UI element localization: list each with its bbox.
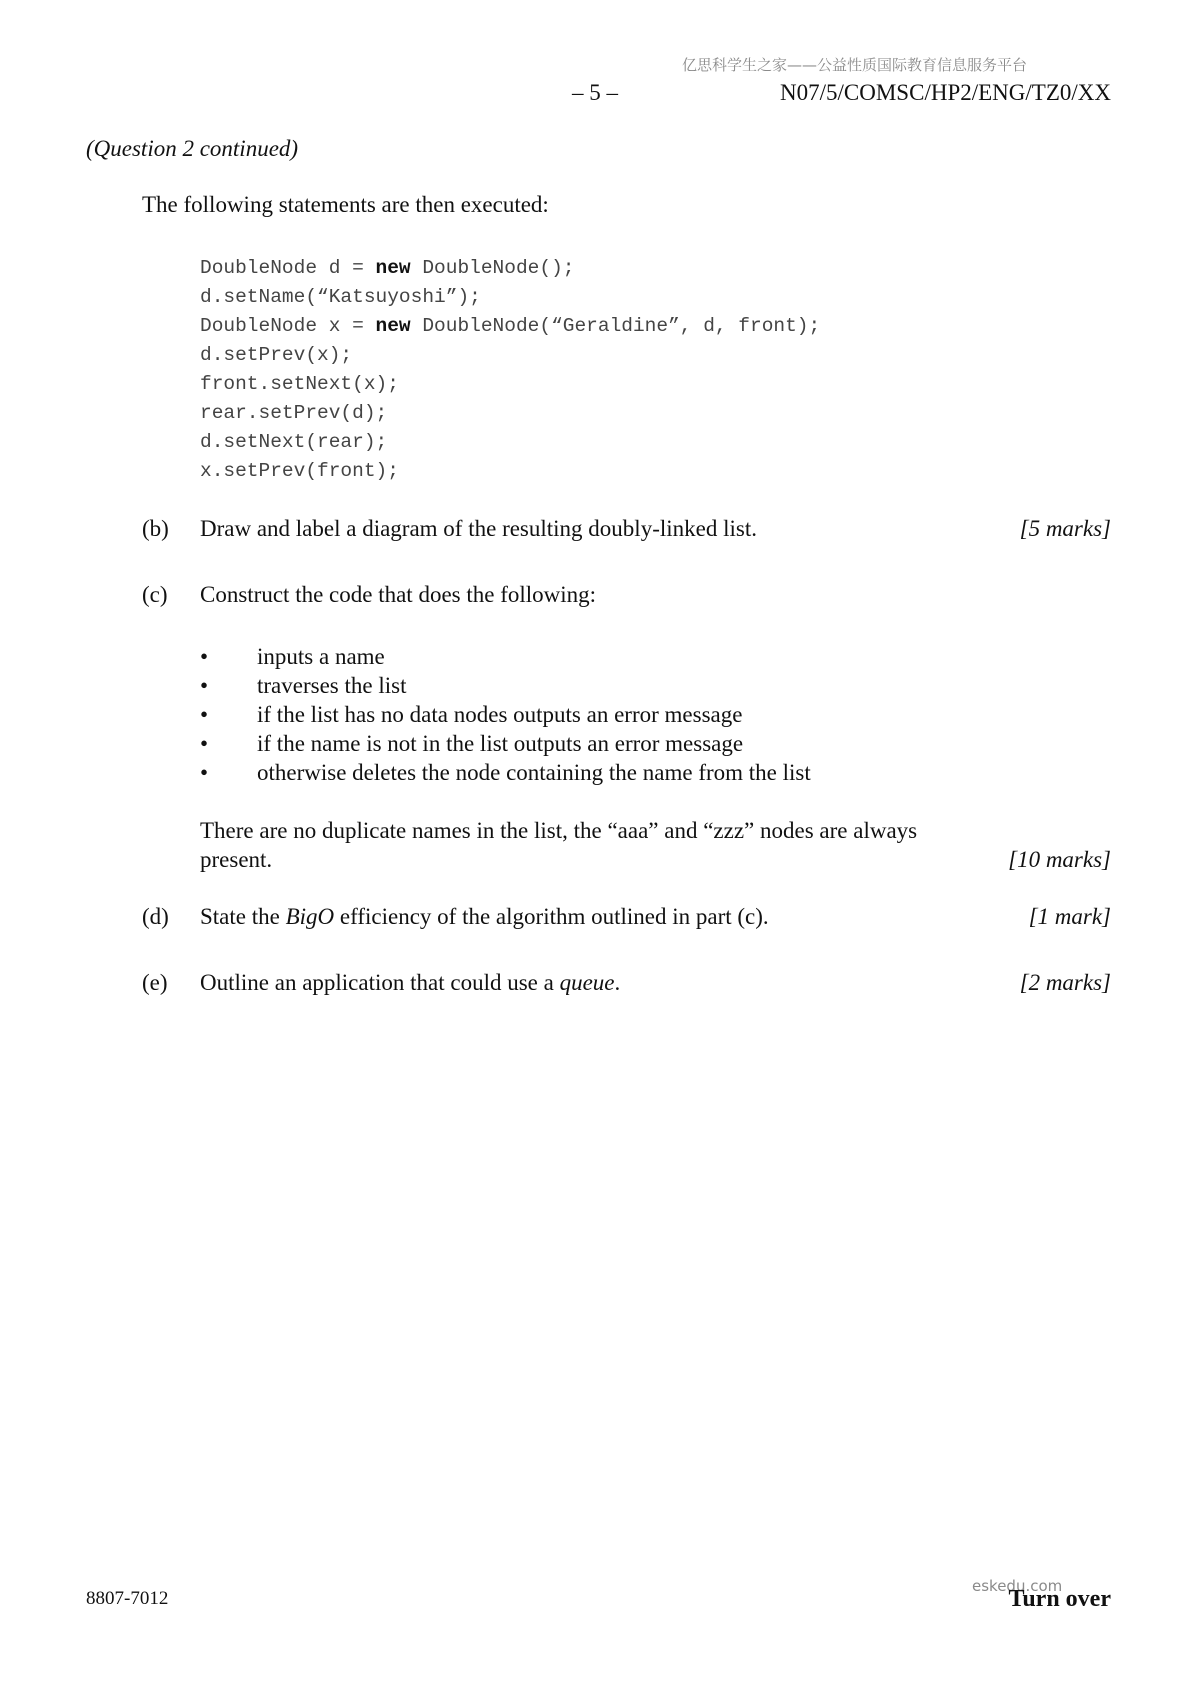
- part-label: (e): [142, 970, 168, 995]
- code-line: DoubleNode d = new DoubleNode();: [200, 257, 575, 279]
- note-line: present.: [200, 847, 273, 872]
- note-line: There are no duplicate names in the list, the “aaa” and “zzz” nodes are always: [200, 818, 918, 843]
- code-line: DoubleNode x = new DoubleNode(“Geraldine”, d, front);: [200, 315, 821, 337]
- code-line: d.setName(“Katsuyoshi”);: [200, 286, 481, 308]
- part-text: Outline an application that could use a queue.: [200, 970, 621, 995]
- bullet-icon: •: [200, 731, 209, 756]
- part-text: Draw and label a diagram of the resulting doubly-linked list.: [200, 516, 757, 541]
- page-number: – 5 –: [572, 80, 618, 105]
- list-item: • inputs a name: [200, 644, 385, 669]
- part-text: State the BigO efficiency of the algorithm outlined in part (c).: [200, 904, 769, 929]
- bullet-icon: •: [200, 673, 209, 698]
- footer-watermark: eskedu.com: [972, 1577, 1063, 1595]
- footer-code: 8807-7012: [86, 1588, 169, 1609]
- marks: [10 marks]: [1008, 847, 1111, 872]
- part-label: (c): [142, 582, 168, 607]
- code-block: [200, 254, 820, 486]
- code-line: rear.setPrev(d);: [200, 402, 388, 424]
- part-label: (b): [142, 516, 169, 541]
- intro-text: The following statements are then executed:: [142, 192, 549, 217]
- list-item: • otherwise deletes the node containing the name from the list: [200, 760, 811, 785]
- part-c-note: [200, 816, 1111, 874]
- bullet-icon: •: [200, 702, 209, 727]
- part-label: (d): [142, 904, 169, 929]
- code-line: front.setNext(x);: [200, 373, 399, 395]
- code-line: d.setNext(rear);: [200, 431, 388, 453]
- list-item: • if the list has no data nodes outputs an error message: [200, 702, 743, 727]
- question-continued-heading: (Question 2 continued): [86, 136, 299, 161]
- part-text: Construct the code that does the following:: [200, 582, 597, 607]
- paper-code: N07/5/COMSC/HP2/ENG/TZ0/XX: [780, 80, 1111, 105]
- header-watermark: 亿思科学生之家——公益性质国际教育信息服务平台: [682, 56, 1028, 74]
- code-line: x.setPrev(front);: [200, 460, 399, 482]
- bullet-icon: •: [200, 760, 209, 785]
- marks: [2 marks]: [1019, 970, 1111, 995]
- list-item: • traverses the list: [200, 673, 407, 698]
- list-item: • if the name is not in the list outputs an error message: [200, 731, 744, 756]
- requirements-list: [200, 642, 811, 787]
- turn-over: Turn over: [1008, 1586, 1111, 1612]
- marks: [1 mark]: [1028, 904, 1111, 929]
- code-line: d.setPrev(x);: [200, 344, 353, 366]
- bullet-icon: •: [200, 644, 209, 669]
- marks: [5 marks]: [1019, 516, 1111, 541]
